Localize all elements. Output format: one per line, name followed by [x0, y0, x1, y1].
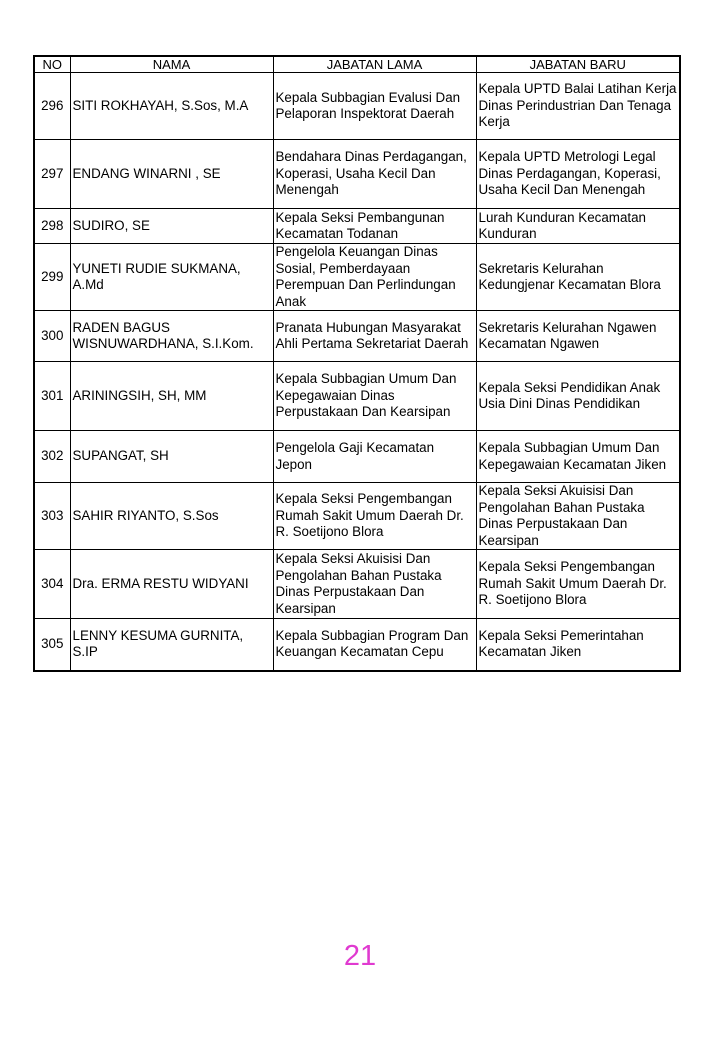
new-position: Kepala Seksi Pendidikan Anak Usia Dini Dinas Pendidikan — [476, 362, 680, 431]
new-position: Kepala UPTD Metrologi Legal Dinas Perdagangan, Koperasi, Usaha Kecil Dan Menengah — [476, 140, 680, 209]
row-number: 299 — [34, 244, 70, 311]
row-number: 298 — [34, 209, 70, 244]
employee-name: SUPANGAT, SH — [70, 431, 273, 483]
header-nama: NAMA — [70, 56, 273, 73]
employee-name: RADEN BAGUS WISNUWARDHANA, S.I.Kom. — [70, 311, 273, 362]
old-position: Kepala Seksi Pembangunan Kecamatan Todanan — [273, 209, 476, 244]
new-position: Kepala Seksi Akuisisi Dan Pengolahan Bahan Pustaka Dinas Perpustakaan Dan Kearsipan — [476, 483, 680, 550]
header-jabatan-lama: JABATAN LAMA — [273, 56, 476, 73]
row-number: 301 — [34, 362, 70, 431]
row-number: 296 — [34, 73, 70, 140]
table-row — [34, 209, 680, 244]
old-position: Kepala Subbagian Umum Dan Kepegawaian Dinas Perpustakaan Dan Kearsipan — [273, 362, 476, 431]
table-row — [34, 311, 680, 362]
table-row — [34, 483, 680, 550]
old-position: Bendahara Dinas Perdagangan, Koperasi, Usaha Kecil Dan Menengah — [273, 140, 476, 209]
old-position: Pengelola Keuangan Dinas Sosial, Pemberdayaan Perempuan Dan Perlindungan Anak — [273, 244, 476, 311]
table-row — [34, 244, 680, 311]
page-number: 21 — [343, 940, 377, 972]
employee-name: SAHIR RIYANTO, S.Sos — [70, 483, 273, 550]
employee-name: SITI ROKHAYAH, S.Sos, M.A — [70, 73, 273, 140]
new-position: Kepala Seksi Pengembangan Rumah Sakit Umum Daerah Dr. R. Soetijono Blora — [476, 550, 680, 619]
new-position: Sekretaris Kelurahan Ngawen Kecamatan Ngawen — [476, 311, 680, 362]
employee-name: ENDANG WINARNI , SE — [70, 140, 273, 209]
employee-name: LENNY KESUMA GURNITA, S.IP — [70, 619, 273, 671]
old-position: Kepala Seksi Pengembangan Rumah Sakit Umum Daerah Dr. R. Soetijono Blora — [273, 483, 476, 550]
table-row — [34, 362, 680, 431]
employee-name: SUDIRO, SE — [70, 209, 273, 244]
new-position: Kepala UPTD Balai Latihan Kerja Dinas Perindustrian Dan Tenaga Kerja — [476, 73, 680, 140]
old-position: Pengelola Gaji Kecamatan Jepon — [273, 431, 476, 483]
row-number: 302 — [34, 431, 70, 483]
header-jabatan-baru: JABATAN BARU — [476, 56, 680, 73]
new-position: Lurah Kunduran Kecamatan Kunduran — [476, 209, 680, 244]
new-position: Kepala Subbagian Umum Dan Kepegawaian Kecamatan Jiken — [476, 431, 680, 483]
old-position: Kepala Seksi Akuisisi Dan Pengolahan Bahan Pustaka Dinas Perpustakaan Dan Kearsipan — [273, 550, 476, 619]
row-number: 305 — [34, 619, 70, 671]
row-number: 297 — [34, 140, 70, 209]
row-number: 300 — [34, 311, 70, 362]
old-position: Kepala Subbagian Program Dan Keuangan Kecamatan Cepu — [273, 619, 476, 671]
row-number: 304 — [34, 550, 70, 619]
table-row — [34, 73, 680, 140]
row-number: 303 — [34, 483, 70, 550]
table-header-row — [34, 56, 680, 73]
header-no: NO — [34, 56, 70, 73]
old-position: Pranata Hubungan Masyarakat Ahli Pertama Sekretariat Daerah — [273, 311, 476, 362]
old-position: Kepala Subbagian Evalusi Dan Pelaporan Inspektorat Daerah — [273, 73, 476, 140]
employee-name: Dra. ERMA RESTU WIDYANI — [70, 550, 273, 619]
employee-name: YUNETI RUDIE SUKMANA, A.Md — [70, 244, 273, 311]
new-position: Kepala Seksi Pemerintahan Kecamatan Jiken — [476, 619, 680, 671]
employee-name: ARININGSIH, SH, MM — [70, 362, 273, 431]
table-row — [34, 550, 680, 619]
table-row — [34, 619, 680, 671]
table-row — [34, 431, 680, 483]
table-row — [34, 140, 680, 209]
new-position: Sekretaris Kelurahan Kedungjenar Kecamatan Blora — [476, 244, 680, 311]
personnel-rotation-table — [33, 55, 681, 672]
